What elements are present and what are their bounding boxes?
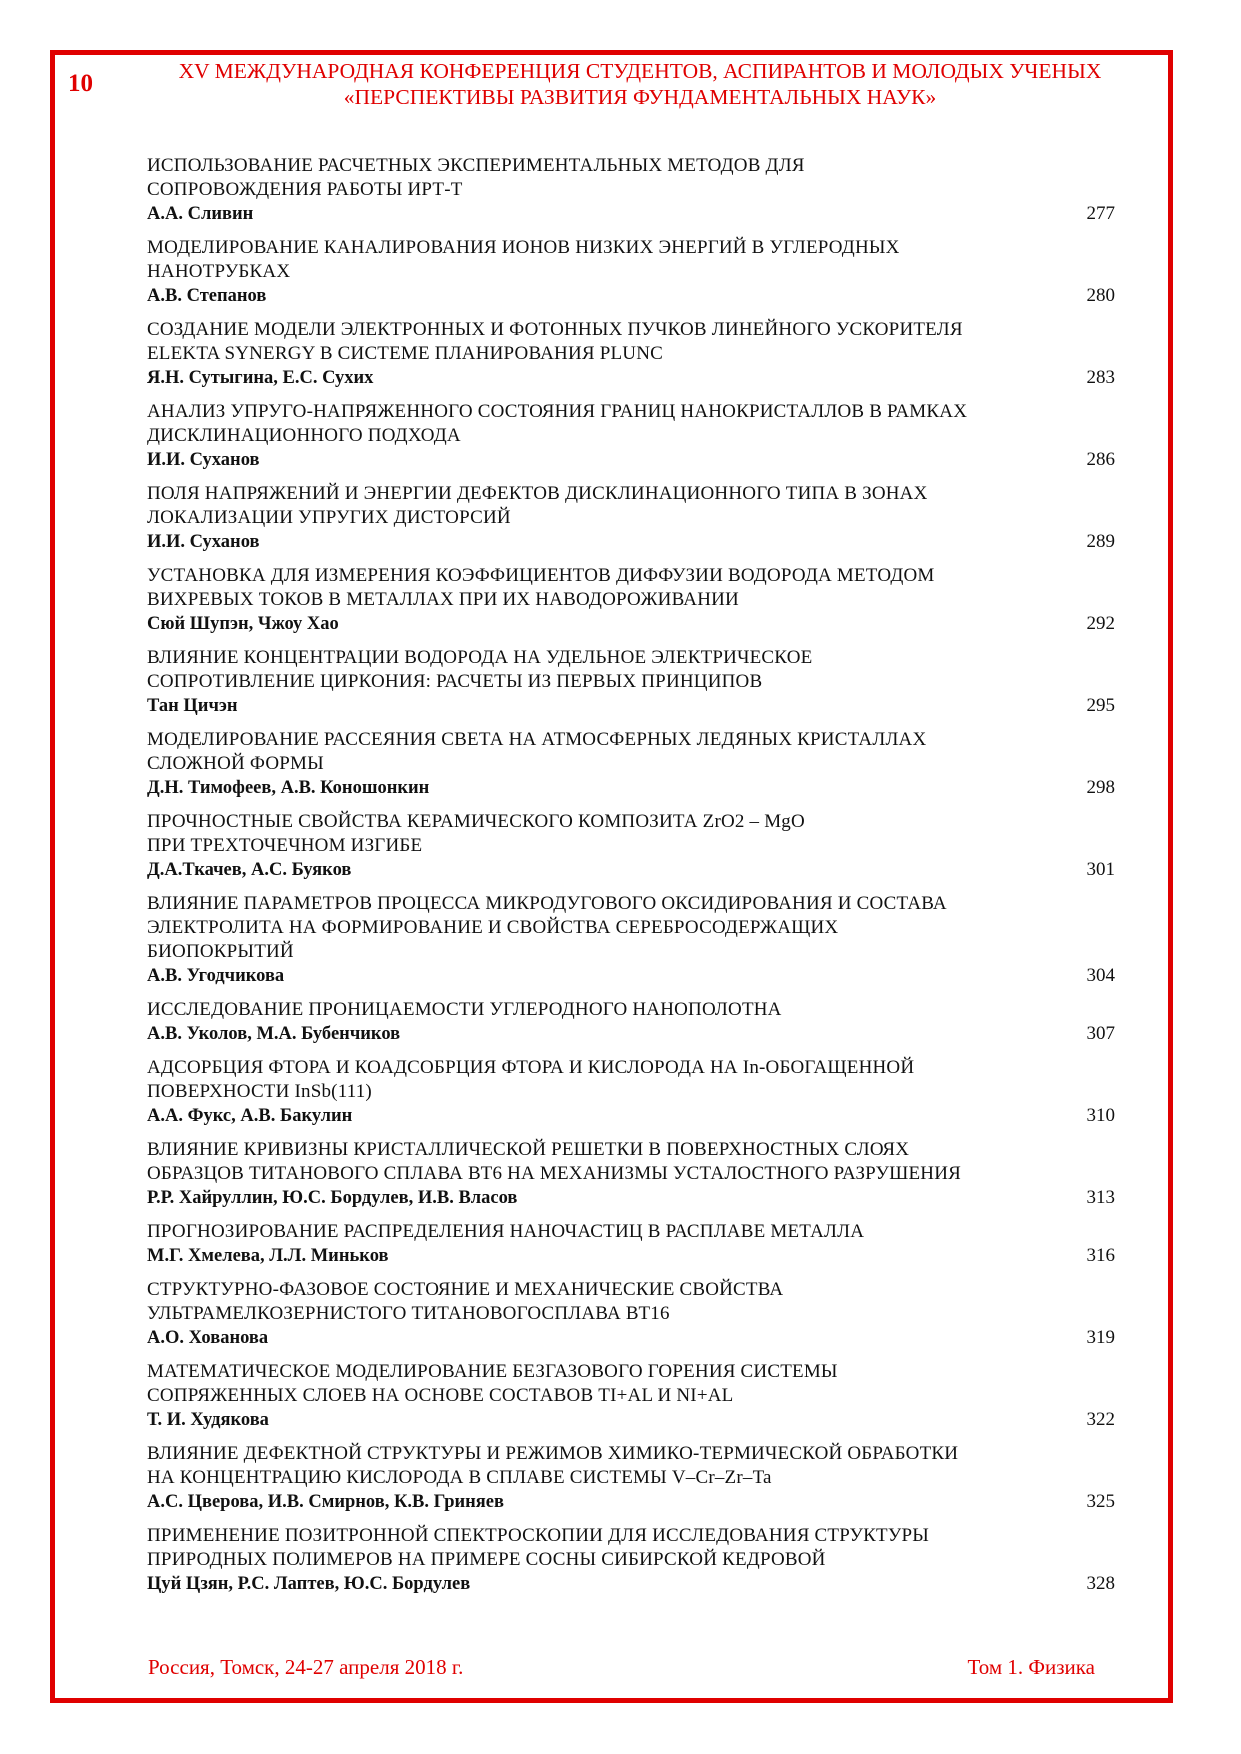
toc-entry-authors: Сюй Шупэн, Чжоу Хао — [147, 614, 339, 634]
toc-entry-title-line: АНАЛИЗ УПРУГО-НАПРЯЖЕННОГО СОСТОЯНИЯ ГРАНИЦ НАНОКРИСТАЛЛОВ В РАМКАХ — [147, 401, 968, 422]
toc-entry-title-line: УЛЬТРАМЕЛКОЗЕРНИСТОГО ТИТАНОВОГОСПЛАВА ВТ16 — [147, 1303, 670, 1324]
toc-entry-authors: А.В. Степанов — [147, 286, 267, 306]
toc-entry-title-line: ELEKTA SYNERGY В СИСТЕМЕ ПЛАНИРОВАНИЯ PLUNC — [147, 343, 664, 364]
toc-entry-page-number: 328 — [1086, 1573, 1115, 1594]
toc-entry-page-number: 325 — [1086, 1491, 1115, 1512]
toc-entry-title-line: ВЛИЯНИЕ ПАРАМЕТРОВ ПРОЦЕССА МИКРОДУГОВОГО ОКСИДИРОВАНИЯ И СОСТАВА — [147, 893, 947, 914]
toc-entry-title-line: СОПРОТИВЛЕНИЕ ЦИРКОНИЯ: РАСЧЕТЫ ИЗ ПЕРВЫХ ПРИНЦИПОВ — [147, 671, 763, 692]
toc-entry-title-line: ПРИ ТРЕХТОЧЕЧНОМ ИЗГИБЕ — [147, 835, 423, 856]
toc-entry-title — [147, 482, 1067, 530]
toc-entry-title-line: ИССЛЕДОВАНИЕ ПРОНИЦАЕМОСТИ УГЛЕРОДНОГО НАНОПОЛОТНА — [147, 999, 782, 1020]
toc-entry-page-number: 286 — [1086, 449, 1115, 470]
toc-entry-title-line: ПОЛЯ НАПРЯЖЕНИЙ И ЭНЕРГИИ ДЕФЕКТОВ ДИСКЛИНАЦИОННОГО ТИПА В ЗОНАХ — [147, 483, 928, 504]
toc-entry-title — [147, 810, 1067, 858]
toc-entry-title-line: ОБРАЗЦОВ ТИТАНОВОГО СПЛАВА ВТ6 НА МЕХАНИЗМЫ УСТАЛОСТНОГО РАЗРУШЕНИЯ — [147, 1163, 961, 1184]
toc-entry-title-line: АДСОРБЦИЯ ФТОРА И КОАДСОБРЦИЯ ФТОРА И КИСЛОРОДА НА In-ОБОГАЩЕННОЙ — [147, 1057, 915, 1078]
toc-entry-title-line: ПРИРОДНЫХ ПОЛИМЕРОВ НА ПРИМЕРЕ СОСНЫ СИБИРСКОЙ КЕДРОВОЙ — [147, 1549, 826, 1570]
toc-entry[interactable] — [147, 728, 1115, 800]
toc-entry-title-line: ИСПОЛЬЗОВАНИЕ РАСЧЕТНЫХ ЭКСПЕРИМЕНТАЛЬНЫХ МЕТОДОВ ДЛЯ — [147, 155, 805, 176]
toc-entry-title — [147, 154, 1067, 202]
toc-entry-page-number: 316 — [1086, 1245, 1115, 1266]
toc-entry-page-number: 301 — [1086, 859, 1115, 880]
toc-entry-title-line: УСТАНОВКА ДЛЯ ИЗМЕРЕНИЯ КОЭФФИЦИЕНТОВ ДИФФУЗИИ ВОДОРОДА МЕТОДОМ — [147, 565, 935, 586]
toc-entry-title — [147, 564, 1067, 612]
toc-entry-title — [147, 236, 1067, 284]
toc-entry-page-number: 292 — [1086, 613, 1115, 634]
toc-entry[interactable] — [147, 1442, 1115, 1514]
toc-entry-title — [147, 892, 1067, 964]
toc-entry-title — [147, 728, 1067, 776]
toc-entry-title — [147, 400, 1067, 448]
toc-entry-authors: А.А. Фукс, А.В. Бакулин — [147, 1106, 353, 1126]
toc-entry-authors: А.В. Уколов, М.А. Бубенчиков — [147, 1024, 401, 1044]
toc-entry-page-number: 319 — [1086, 1327, 1115, 1348]
toc-entry[interactable] — [147, 810, 1115, 882]
toc-entry-title-line: БИОПОКРЫТИЙ — [147, 941, 294, 962]
toc-entry-authors: Т. И. Худякова — [147, 1410, 269, 1430]
toc-entry-title — [147, 1220, 1067, 1244]
toc-entry-authors: А.С. Цверова, И.В. Смирнов, К.В. Гриняев — [147, 1492, 505, 1512]
toc-entry-authors: Тан Цичэн — [147, 696, 238, 716]
toc-entry-title-line: МАТЕМАТИЧЕСКОЕ МОДЕЛИРОВАНИЕ БЕЗГАЗОВОГО ГОРЕНИЯ СИСТЕМЫ — [147, 1361, 838, 1382]
toc-entry-title-line: ВЛИЯНИЕ КОНЦЕНТРАЦИИ ВОДОРОДА НА УДЕЛЬНОЕ ЭЛЕКТРИЧЕСКОЕ — [147, 647, 813, 668]
toc-entry-title-line: СТРУКТУРНО-ФАЗОВОЕ СОСТОЯНИЕ И МЕХАНИЧЕСКИЕ СВОЙСТВА — [147, 1279, 784, 1300]
toc-entry-title-line: ЭЛЕКТРОЛИТА НА ФОРМИРОВАНИЕ И СВОЙСТВА СЕРЕБРОСОДЕРЖАЩИХ — [147, 917, 839, 938]
toc-entry-title-line: СЛОЖНОЙ ФОРМЫ — [147, 753, 324, 774]
toc-entry-title-line: ДИСКЛИНАЦИОННОГО ПОДХОДА — [147, 425, 461, 446]
footer-volume: Том 1. Физика — [967, 1655, 1095, 1679]
toc-entry[interactable] — [147, 1278, 1115, 1350]
toc-entry[interactable] — [147, 1138, 1115, 1210]
toc-entry-authors: А.А. Сливин — [147, 204, 254, 224]
toc-entry-title-line: ВЛИЯНИЕ КРИВИЗНЫ КРИСТАЛЛИЧЕСКОЙ РЕШЕТКИ В ПОВЕРХНОСТНЫХ СЛОЯХ — [147, 1139, 910, 1160]
toc-entry[interactable] — [147, 998, 1115, 1046]
toc-entry-title-line: ПРИМЕНЕНИЕ ПОЗИТРОННОЙ СПЕКТРОСКОПИИ ДЛЯ ИССЛЕДОВАНИЯ СТРУКТУРЫ — [147, 1525, 930, 1546]
toc-entry-title-line: ПРОЧНОСТНЫЕ СВОЙСТВА КЕРАМИЧЕСКОГО КОМПОЗИТА ZrO2 – MgO — [147, 811, 805, 832]
conference-title-line2: «ПЕРСПЕКТИВЫ РАЗВИТИЯ ФУНДАМЕНТАЛЬНЫХ НАУК» — [343, 85, 937, 109]
toc-entry-title-line: СОПРЯЖЕННЫХ СЛОЕВ НА ОСНОВЕ СОСТАВОВ TI+AL И NI+AL — [147, 1385, 734, 1406]
toc-entry-title-line: НА КОНЦЕНТРАЦИЮ КИСЛОРОДА В СПЛАВЕ СИСТЕМЫ V–Cr–Zr–Ta — [147, 1467, 772, 1488]
footer-location-date: Россия, Томск, 24-27 апреля 2018 г. — [148, 1655, 464, 1679]
toc-entry[interactable] — [147, 1360, 1115, 1432]
toc-entry-title-line: ЛОКАЛИЗАЦИИ УПРУГИХ ДИСТОРСИЙ — [147, 507, 511, 528]
toc-entry-authors: А.О. Хованова — [147, 1328, 269, 1348]
toc-entry[interactable] — [147, 1524, 1115, 1596]
toc-entry-page-number: 295 — [1086, 695, 1115, 716]
toc-entry[interactable] — [147, 154, 1115, 226]
toc-entry-title — [147, 1138, 1067, 1186]
toc-entry-authors: Д.А.Ткачев, А.С. Буяков — [147, 860, 352, 880]
toc-entry[interactable] — [147, 646, 1115, 718]
toc-entry-authors: И.И. Суханов — [147, 532, 260, 552]
toc-entry-title-line: СОЗДАНИЕ МОДЕЛИ ЭЛЕКТРОННЫХ И ФОТОННЫХ ПУЧКОВ ЛИНЕЙНОГО УСКОРИТЕЛЯ — [147, 319, 963, 340]
toc-entry-title-line: НАНОТРУБКАХ — [147, 261, 291, 282]
toc-entry-title — [147, 646, 1067, 694]
toc-entry[interactable] — [147, 564, 1115, 636]
conference-title-line1: XV МЕЖДУНАРОДНАЯ КОНФЕРЕНЦИЯ СТУДЕНТОВ, АСПИРАНТОВ И МОЛОДЫХ УЧЕНЫХ — [178, 59, 1102, 83]
toc-entry-title-line: ПОВЕРХНОСТИ InSb(111) — [147, 1081, 372, 1102]
toc-entry-page-number: 322 — [1086, 1409, 1115, 1430]
toc-entry-page-number: 289 — [1086, 531, 1115, 552]
conference-header — [110, 58, 1170, 110]
toc-entry-title — [147, 1360, 1067, 1408]
toc-entry-title-line: МОДЕЛИРОВАНИЕ РАССЕЯНИЯ СВЕТА НА АТМОСФЕРНЫХ ЛЕДЯНЫХ КРИСТАЛЛАХ — [147, 729, 927, 750]
toc-entry[interactable] — [147, 318, 1115, 390]
toc-entry-page-number: 277 — [1086, 203, 1115, 224]
toc-entry-page-number: 280 — [1086, 285, 1115, 306]
toc-entry-title-line: ВИХРЕВЫХ ТОКОВ В МЕТАЛЛАХ ПРИ ИХ НАВОДОРОЖИВАНИИ — [147, 589, 739, 610]
toc-entry[interactable] — [147, 892, 1115, 988]
toc-entry-authors: И.И. Суханов — [147, 450, 260, 470]
toc-entry-title — [147, 1442, 1067, 1490]
toc-entry[interactable] — [147, 1220, 1115, 1268]
toc-entry-title-line: СОПРОВОЖДЕНИЯ РАБОТЫ ИРТ-Т — [147, 179, 463, 200]
toc-entry-title — [147, 1524, 1067, 1572]
toc-entry-authors: Р.Р. Хайруллин, Ю.С. Бордулев, И.В. Власов — [147, 1188, 518, 1208]
table-of-contents — [147, 154, 1115, 1606]
toc-entry-authors: Цуй Цзян, Р.С. Лаптев, Ю.С. Бордулев — [147, 1574, 471, 1594]
toc-entry-title-line: ПРОГНОЗИРОВАНИЕ РАСПРЕДЕЛЕНИЯ НАНОЧАСТИЦ В РАСПЛАВЕ МЕТАЛЛА — [147, 1221, 865, 1242]
toc-entry[interactable] — [147, 482, 1115, 554]
toc-entry-title — [147, 1056, 1067, 1104]
toc-entry[interactable] — [147, 400, 1115, 472]
toc-entry-page-number: 283 — [1086, 367, 1115, 388]
toc-entry[interactable] — [147, 236, 1115, 308]
toc-entry-authors: Д.Н. Тимофеев, А.В. Коношонкин — [147, 778, 430, 798]
toc-entry-title — [147, 998, 1067, 1022]
toc-entry-page-number: 304 — [1086, 965, 1115, 986]
toc-entry[interactable] — [147, 1056, 1115, 1128]
toc-entry-title — [147, 318, 1067, 366]
toc-entry-page-number: 298 — [1086, 777, 1115, 798]
toc-entry-page-number: 313 — [1086, 1187, 1115, 1208]
toc-entry-authors: М.Г. Хмелева, Л.Л. Миньков — [147, 1246, 389, 1266]
toc-entry-authors: Я.Н. Сутыгина, Е.С. Сухих — [147, 368, 374, 388]
page-number: 10 — [68, 70, 93, 97]
toc-entry-title-line: ВЛИЯНИЕ ДЕФЕКТНОЙ СТРУКТУРЫ И РЕЖИМОВ ХИМИКО-ТЕРМИЧЕСКОЙ ОБРАБОТКИ — [147, 1443, 959, 1464]
toc-entry-page-number: 310 — [1086, 1105, 1115, 1126]
toc-entry-title — [147, 1278, 1067, 1326]
toc-entry-page-number: 307 — [1086, 1023, 1115, 1044]
toc-entry-authors: А.В. Угодчикова — [147, 966, 285, 986]
toc-entry-title-line: МОДЕЛИРОВАНИЕ КАНАЛИРОВАНИЯ ИОНОВ НИЗКИХ ЭНЕРГИЙ В УГЛЕРОДНЫХ — [147, 237, 900, 258]
